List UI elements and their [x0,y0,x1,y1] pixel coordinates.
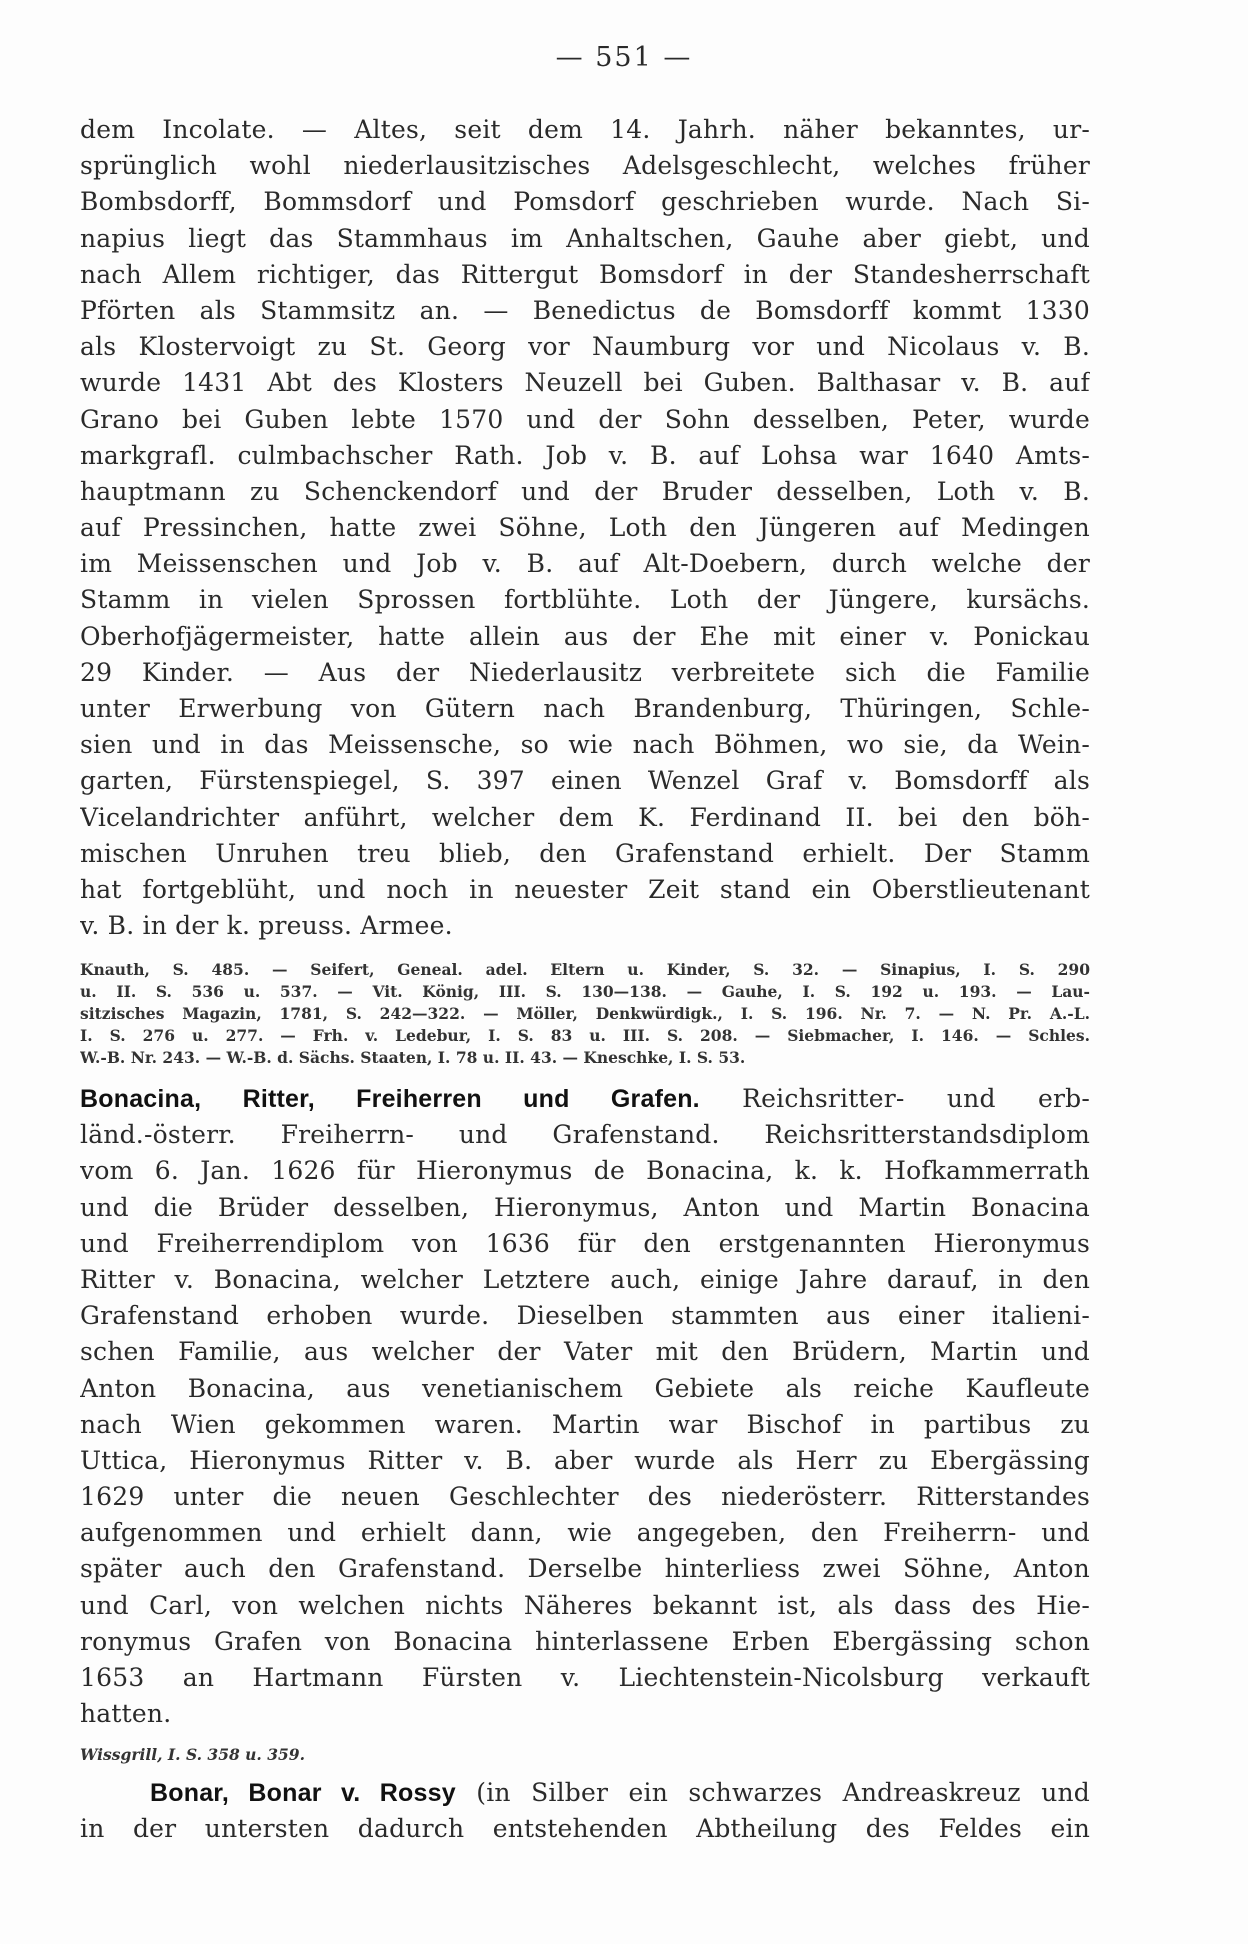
text-line: Stamm in vielen Sprossen fortblühte. Loth der Jüngere, kursächs. [80,585,1090,615]
text-line: 1629 unter die neuen Geschlechter des niederösterr. Ritterstandes [80,1482,1090,1512]
text-line: und die Brüder desselben, Hieronymus, Anton und Martin Bonacina [80,1192,1090,1222]
text-line: nach Allem richtiger, das Rittergut Bomsdorf in der Standesherrschaft [80,259,1090,289]
text-line: als Klostervoigt zu St. Georg vor Naumburg vor und Nicolaus v. B. [80,332,1090,362]
reference-line: sitzisches Magazin, 1781, S. 242—322. — Möller, Denkwürdigk., I. S. 196. Nr. 7. — N. Pr. A.-L. [80,1004,1090,1023]
text-line: 1653 an Hartmann Fürsten v. Liechtenstein-Nicolsburg verkauft [80,1663,1090,1692]
text-line: hat fortgeblüht, und noch in neuester Zeit stand ein Oberstlieutenant [80,874,1090,904]
text-line: markgrafl. culmbachscher Rath. Job v. B. auf Lohsa war 1640 Amts- [80,440,1090,470]
text-line: vom 6. Jan. 1626 für Hieronymus de Bonacina, k. k. Hofkammerrath [80,1156,1090,1186]
reference-line: u. II. S. 536 u. 537. — Vit. König, III. S. 130—138. — Gauhe, I. S. 192 u. 193. — Lau- [80,982,1090,1001]
text-line: garten, Fürstenspiegel, S. 397 einen Wenzel Graf v. Bomsdorff als [80,766,1090,796]
text-line: Ritter v. Bonacina, welcher Letztere auch, einige Jahre darauf, in den [80,1264,1090,1294]
text-line: Vicelandrichter anführt, welcher dem K. Ferdinand II. bei den böh- [80,802,1090,832]
text-line: hauptmann zu Schenckendorf und der Bruder desselben, Loth v. B. [80,476,1090,506]
text-line: im Meissenschen und Job v. B. auf Alt-Doebern, durch welche der [80,549,1090,579]
reference-line: Wissgrill, I. S. 358 u. 359. [80,1745,305,1764]
text-line: Bonacina, Ritter, Freiherren und Grafen. Reichsritter- und erb- [80,1084,1090,1113]
text-line: Uttica, Hieronymus Ritter v. B. aber wurde als Herr zu Ebergässing [80,1445,1090,1475]
reference-line: Knauth, S. 485. — Seifert, Geneal. adel. Eltern u. Kinder, S. 32. — Sinapius, I. S. 290 [80,960,1090,979]
text-line: Bonar, Bonar v. Rossy (in Silber ein schwarzes Andreaskreuz und [150,1778,1090,1807]
text-line: aufgenommen und erhielt dann, wie angegeben, den Freiherrn- und [80,1518,1090,1548]
text-line: wurde 1431 Abt des Klosters Neuzell bei Guben. Balthasar v. B. auf [80,368,1090,398]
text-line: länd.-österr. Freiherrn- und Grafenstand. Reichsritterstandsdiplom [80,1120,1090,1150]
text-line: schen Familie, aus welcher der Vater mit den Brüdern, Martin und [80,1337,1090,1367]
text-line: in der untersten dadurch entstehenden Abtheilung des Feldes ein [80,1814,1090,1844]
references-bomsdorff [80,959,1090,1069]
text-line: auf Pressinchen, hatte zwei Söhne, Loth den Jüngeren auf Medingen [80,513,1090,543]
reference-line: W.-B. Nr. 243. — W.-B. d. Sächs. Staaten, I. 78 u. II. 43. — Kneschke, I. S. 53. [80,1048,746,1067]
text-line: ronymus Grafen von Bonacina hinterlassene Erben Ebergässing schon [80,1626,1090,1656]
reference-line: I. S. 276 u. 277. — Frh. v. Ledebur, I. S. 83 u. III. S. 208. — Siebmacher, I. 146. — Schles. [80,1026,1090,1045]
paragraph-bonar [80,1775,1090,1847]
text-line: und Freiherrendiplom von 1636 für den erstgenannten Hieronymus [80,1228,1090,1258]
text-line: sprünglich wohl niederlausitzisches Adelsgeschlecht, welches früher [80,151,1090,181]
entry-heading-bonar: Bonar, Bonar v. Rossy [150,1779,456,1807]
paragraph-bomsdorff [80,112,1090,944]
page-number: — 551 — [555,42,693,73]
paragraph-bonacina [80,1081,1090,1732]
text-line: unter Erwerbung von Gütern nach Brandenburg, Thüringen, Schle- [80,694,1090,723]
text-line: napius liegt das Stammhaus im Anhaltschen, Gauhe aber giebt, und [80,223,1090,253]
text-line: Bombsdorff, Bommsdorf und Pomsdorf geschrieben wurde. Nach Si- [80,187,1090,217]
text-line: dem Incolate. — Altes, seit dem 14. Jahrh. näher bekanntes, ur- [80,115,1090,144]
entry-heading-bonacina: Bonacina, Ritter, Freiherren und Grafen. [80,1085,700,1113]
text-line: v. B. in der k. preuss. Armee. [80,911,453,941]
text-line: später auch den Grafenstand. Derselbe hinterliess zwei Söhne, Anton [80,1554,1090,1584]
text-line: Grafenstand erhoben wurde. Dieselben stammten aus einer italieni- [80,1301,1090,1331]
references-bonacina [80,1744,1090,1766]
text-line: und Carl, von welchen nichts Näheres bekannt ist, als dass des Hie- [80,1590,1090,1620]
text-line: nach Wien gekommen waren. Martin war Bischof in partibus zu [80,1409,1090,1439]
text-line: Anton Bonacina, aus venetianischem Gebiete als reiche Kaufleute [80,1373,1090,1403]
text-line: 29 Kinder. — Aus der Niederlausitz verbreitete sich die Familie [80,657,1090,687]
text-line: hatten. [80,1699,172,1729]
text-line: mischen Unruhen treu blieb, den Grafenstand erhielt. Der Stamm [80,838,1090,868]
text-line: sien und in das Meissensche, so wie nach Böhmen, wo sie, da Wein- [80,730,1090,760]
text-line: Grano bei Guben lebte 1570 und der Sohn desselben, Peter, wurde [80,404,1090,434]
text-line: Oberhofjägermeister, hatte allein aus der Ehe mit einer v. Ponickau [80,621,1090,651]
text-line: Pförten als Stammsitz an. — Benedictus de Bomsdorff kommt 1330 [80,295,1090,325]
